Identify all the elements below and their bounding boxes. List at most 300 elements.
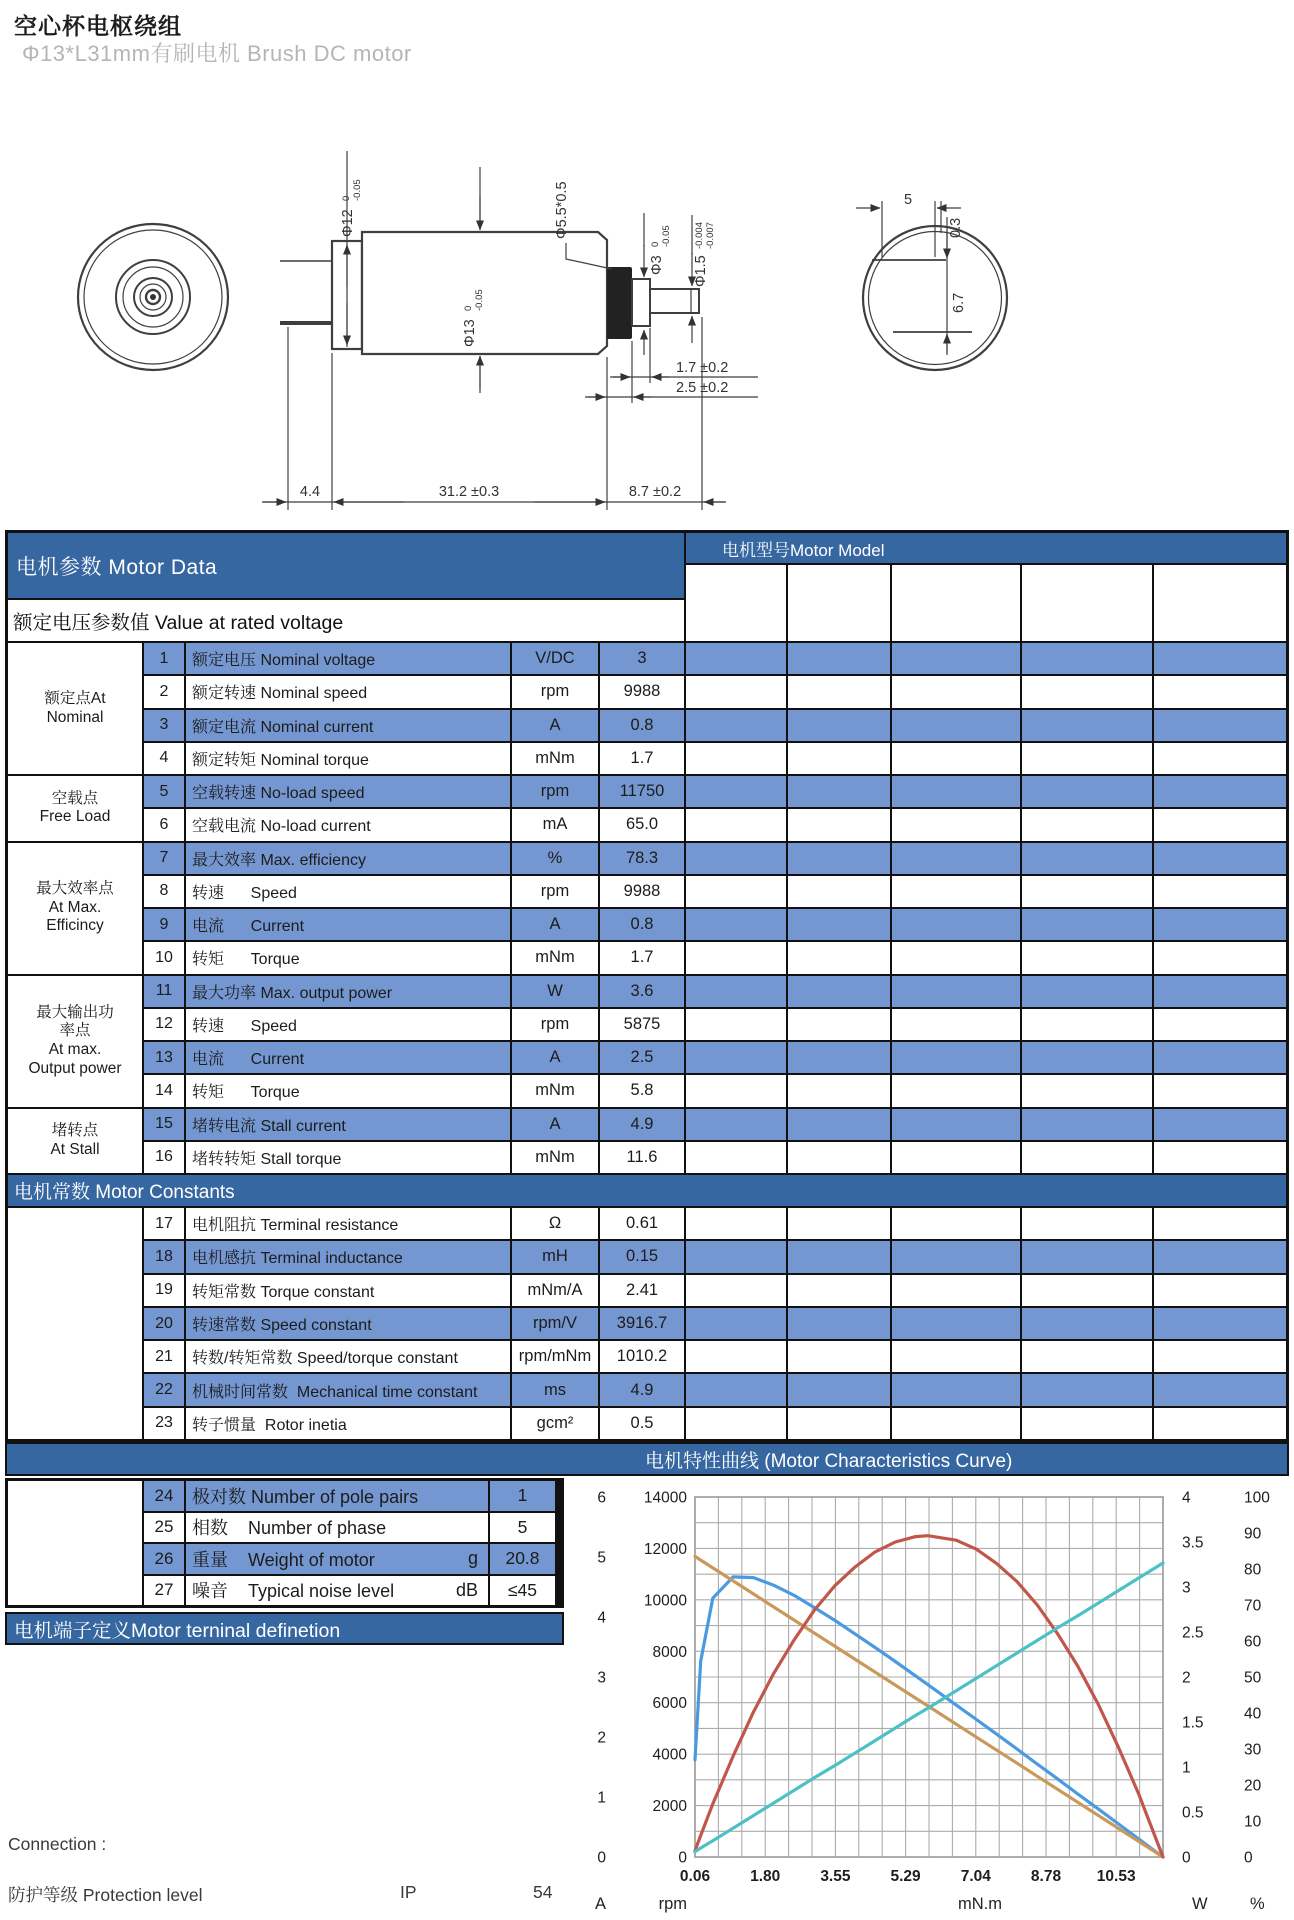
x-axis-tick: 10.53	[1096, 1868, 1136, 1885]
speed-axis-tick: 8000	[652, 1643, 687, 1661]
param-unit: rpm	[512, 676, 598, 707]
row-number: 5	[144, 776, 184, 807]
param-unit: mA	[512, 809, 598, 840]
model-value-cell	[1022, 909, 1152, 940]
protection-level-label: 防护等级 Protection level	[8, 1885, 203, 1905]
model-value-cell	[788, 1241, 890, 1272]
motor-data-header: 电机参数 Motor Data	[8, 533, 684, 598]
param-value: 11750	[600, 776, 684, 807]
param-name: 转子惯量 Rotor inetia	[186, 1408, 510, 1439]
model-value-cell	[1022, 676, 1152, 707]
model-value-cell	[892, 809, 1020, 840]
param-value: 11.6	[600, 1142, 684, 1173]
current-axis-tick: 0	[597, 1849, 606, 1867]
param-value: 0.61	[600, 1208, 684, 1239]
param-value: 0.8	[600, 909, 684, 940]
model-value-cell	[1022, 976, 1152, 1007]
group-label: 额定点At Nominal	[8, 643, 142, 774]
speed-axis-tick: 2000	[652, 1798, 687, 1816]
efficiency-axis-tick: 20	[1244, 1777, 1262, 1795]
param-name: 额定电压 Nominal voltage	[186, 643, 510, 674]
model-value-cell	[892, 1109, 1020, 1140]
param-unit: A	[512, 710, 598, 741]
model-value-cell	[788, 876, 890, 907]
model-value-cell	[892, 909, 1020, 940]
model-value-cell	[686, 743, 786, 774]
model-value-cell	[686, 1241, 786, 1272]
svg-text:-0.007: -0.007	[705, 222, 716, 249]
power-axis-tick: 1	[1182, 1759, 1191, 1777]
dimension-drawing	[0, 55, 1294, 525]
param-value: 2.41	[600, 1275, 684, 1306]
model-value-cell	[892, 1275, 1020, 1306]
model-value-cell	[892, 1374, 1020, 1405]
connection-label: Connection :	[8, 1834, 107, 1854]
model-value-cell	[1022, 1142, 1152, 1173]
power-axis-tick: 0.5	[1182, 1804, 1204, 1822]
model-value-cell	[686, 909, 786, 940]
model-value-cell	[892, 743, 1020, 774]
param-unit: mNm	[512, 743, 598, 774]
model-value-cell	[1154, 942, 1286, 973]
model-value-cell	[686, 942, 786, 973]
param-unit: W	[512, 976, 598, 1007]
rated-voltage-header: 额定电压参数值 Value at rated voltage	[8, 600, 684, 641]
model-value-cell	[1022, 1208, 1152, 1239]
efficiency-axis-tick: 0	[1244, 1849, 1253, 1867]
row-number: 6	[144, 809, 184, 840]
dim-4-4: 4.4	[299, 484, 321, 500]
model-value-cell	[892, 1009, 1020, 1040]
end-view	[78, 224, 228, 370]
row-number: 8	[144, 876, 184, 907]
power-axis-tick: 0	[1182, 1849, 1191, 1867]
model-value-cell	[892, 1208, 1020, 1239]
model-value-cell	[1154, 1374, 1286, 1405]
param-value: 2.5	[600, 1042, 684, 1073]
svg-text:0: 0	[650, 241, 661, 247]
model-value-cell	[1154, 676, 1286, 707]
row-number: 14	[144, 1075, 184, 1106]
curve-banner: 电机特性曲线 (Motor Characteristics Curve)	[5, 1442, 1289, 1476]
param-value: 0.15	[600, 1241, 684, 1272]
model-value-cell	[1154, 1075, 1286, 1106]
model-value-cell	[1022, 1308, 1152, 1339]
param-unit: %	[512, 843, 598, 874]
model-name-cell	[1022, 565, 1152, 641]
row-number: 17	[144, 1208, 184, 1239]
model-value-cell	[788, 809, 890, 840]
model-value-cell	[1154, 1241, 1286, 1272]
param-name: 最大效率 Max. efficiency	[186, 843, 510, 874]
model-value-cell	[788, 710, 890, 741]
model-value-cell	[1022, 1042, 1152, 1073]
speed-axis-tick: 10000	[643, 1592, 687, 1610]
dim-dia3: Φ3	[649, 255, 665, 275]
param-name: 电机阻抗 Terminal resistance	[186, 1208, 510, 1239]
current-axis-tick: 4	[597, 1609, 606, 1627]
row-number: 11	[144, 976, 184, 1007]
dim-2-5: 2.5 ±0.2	[676, 380, 729, 396]
model-value-cell	[788, 1374, 890, 1405]
row-number: 12	[144, 1009, 184, 1040]
param-unit: rpm	[512, 876, 598, 907]
model-value-cell	[1154, 1308, 1286, 1339]
model-value-cell	[892, 776, 1020, 807]
model-value-cell	[1022, 809, 1152, 840]
param-value: 1010.2	[600, 1341, 684, 1372]
param-unit: mNm	[512, 942, 598, 973]
model-value-cell	[686, 710, 786, 741]
row-number: 20	[144, 1308, 184, 1339]
motor-constants-banner: 电机常数 Motor Constants	[8, 1175, 1286, 1206]
row-number: 7	[144, 843, 184, 874]
param-name: 电流 Current	[186, 909, 510, 940]
param-value: 20.8	[490, 1544, 555, 1574]
model-value-cell	[788, 1009, 890, 1040]
dim-dia12: Φ12	[340, 209, 356, 237]
param-unit: mNm	[512, 1075, 598, 1106]
svg-text:0: 0	[341, 195, 352, 201]
param-name: 转矩 Torque	[186, 942, 510, 973]
model-value-cell	[892, 976, 1020, 1007]
param-unit: Ω	[512, 1208, 598, 1239]
model-value-cell	[1022, 1241, 1152, 1272]
param-value: 1.7	[600, 743, 684, 774]
current-axis-tick: 2	[597, 1729, 606, 1747]
model-value-cell	[788, 1308, 890, 1339]
row-number: 18	[144, 1241, 184, 1272]
model-value-cell	[1154, 1408, 1286, 1439]
param-name: 转速 Speed	[186, 1009, 510, 1040]
model-value-cell	[686, 876, 786, 907]
x-axis-tick: 8.78	[1030, 1868, 1062, 1885]
model-value-cell	[1022, 1341, 1152, 1372]
row-number: 1	[144, 643, 184, 674]
efficiency-axis-tick: 30	[1244, 1741, 1262, 1759]
row-number: 9	[144, 909, 184, 940]
param-value: 5	[490, 1513, 555, 1543]
row-number: 23	[144, 1408, 184, 1439]
torque-axis-unit: mN.m	[958, 1895, 1002, 1913]
model-value-cell	[1022, 710, 1152, 741]
param-unit: rpm	[512, 776, 598, 807]
row-number: 10	[144, 942, 184, 973]
efficiency-axis-tick: 100	[1244, 1489, 1270, 1507]
model-value-cell	[892, 1075, 1020, 1106]
model-value-cell	[686, 1408, 786, 1439]
model-value-cell	[1154, 1341, 1286, 1372]
svg-text:-0.05: -0.05	[661, 225, 672, 247]
model-value-cell	[686, 643, 786, 674]
model-value-cell	[892, 843, 1020, 874]
dim-5: 5	[903, 192, 913, 208]
dim-dia13: Φ13	[462, 319, 478, 347]
model-value-cell	[686, 843, 786, 874]
model-value-cell	[686, 676, 786, 707]
model-value-cell	[686, 1341, 786, 1372]
efficiency-axis-tick: 50	[1244, 1669, 1262, 1687]
model-value-cell	[686, 1275, 786, 1306]
model-value-cell	[788, 843, 890, 874]
model-name-cell	[892, 565, 1020, 641]
model-value-cell	[892, 876, 1020, 907]
model-value-cell	[788, 1109, 890, 1140]
efficiency-axis-tick: 40	[1244, 1705, 1262, 1723]
model-value-cell	[1022, 1075, 1152, 1106]
param-name: 电流 Current	[186, 1042, 510, 1073]
model-value-cell	[686, 976, 786, 1007]
efficiency-axis-tick: 80	[1244, 1561, 1262, 1579]
model-value-cell	[1022, 776, 1152, 807]
model-value-cell	[892, 1042, 1020, 1073]
row-number: 25	[144, 1513, 184, 1543]
motor-data-table	[5, 530, 1289, 1442]
param-value: 4.9	[600, 1109, 684, 1140]
model-value-cell	[1154, 643, 1286, 674]
param-value: ≤45	[490, 1576, 555, 1606]
param-unit: mH	[512, 1241, 598, 1272]
model-value-cell	[1022, 843, 1152, 874]
power-axis-tick: 2.5	[1182, 1624, 1204, 1642]
x-axis-tick: 0.06	[679, 1868, 711, 1885]
model-value-cell	[788, 1142, 890, 1173]
power-axis-tick: 2	[1182, 1669, 1191, 1687]
model-name-cell	[1154, 565, 1286, 641]
row-number: 3	[144, 710, 184, 741]
row-number: 21	[144, 1341, 184, 1372]
model-value-cell	[686, 809, 786, 840]
brush-block	[607, 267, 632, 339]
model-value-cell	[686, 1308, 786, 1339]
model-value-cell	[788, 1075, 890, 1106]
param-name: 堵转电流 Stall current	[186, 1109, 510, 1140]
svg-text:-0.05: -0.05	[474, 289, 485, 311]
param-unit: mNm/A	[512, 1275, 598, 1306]
model-value-cell	[686, 1042, 786, 1073]
model-value-cell	[686, 1109, 786, 1140]
model-value-cell	[1022, 876, 1152, 907]
param-value: 65.0	[600, 809, 684, 840]
x-axis-tick: 3.55	[820, 1868, 851, 1885]
param-value: 4.9	[600, 1374, 684, 1405]
model-value-cell	[788, 1208, 890, 1239]
param-value: 5.8	[600, 1075, 684, 1106]
dim-1-7: 1.7 ±0.2	[676, 360, 729, 376]
row-number: 22	[144, 1374, 184, 1405]
param-name: 转矩 Torque	[186, 1075, 510, 1106]
row-number: 4	[144, 743, 184, 774]
row-number: 26	[144, 1544, 184, 1574]
efficiency-axis-unit: %	[1250, 1895, 1265, 1913]
current-axis-unit: A	[594, 1895, 606, 1913]
model-value-cell	[788, 1275, 890, 1306]
svg-text:-0.004: -0.004	[694, 222, 705, 249]
efficiency-axis-tick: 60	[1244, 1633, 1262, 1651]
group-label-empty	[8, 1481, 142, 1605]
param-value: 0.8	[600, 710, 684, 741]
model-value-cell	[1154, 876, 1286, 907]
model-value-cell	[686, 1374, 786, 1405]
speed-axis-tick: 6000	[652, 1695, 687, 1713]
speed-axis-tick: 0	[678, 1849, 687, 1867]
model-value-cell	[892, 643, 1020, 674]
row-number: 15	[144, 1109, 184, 1140]
power-axis-tick: 3.5	[1182, 1534, 1204, 1552]
x-axis-tick: 1.80	[750, 1868, 781, 1885]
group-label: 最大输出功 率点 At max. Output power	[8, 976, 142, 1107]
row-number: 19	[144, 1275, 184, 1306]
group-label	[8, 1208, 142, 1439]
power-axis-tick: 3	[1182, 1579, 1191, 1597]
model-value-cell	[788, 1042, 890, 1073]
svg-text:-0.05: -0.05	[352, 179, 363, 201]
param-value: 3	[600, 643, 684, 674]
model-value-cell	[686, 776, 786, 807]
param-name: 电机感抗 Terminal inductance	[186, 1241, 510, 1272]
param-unit: gcm²	[512, 1408, 598, 1439]
model-value-cell	[892, 1341, 1020, 1372]
model-value-cell	[1022, 643, 1152, 674]
model-value-cell	[892, 1408, 1020, 1439]
model-value-cell	[788, 976, 890, 1007]
model-value-cell	[892, 942, 1020, 973]
model-value-cell	[1154, 1109, 1286, 1140]
param-unit: V/DC	[512, 643, 598, 674]
model-value-cell	[788, 643, 890, 674]
model-value-cell	[1022, 1408, 1152, 1439]
param-name: 转数/转矩常数 Speed/torque constant	[186, 1341, 510, 1372]
dim-dia5-5: Φ5.5*0.5	[554, 181, 570, 239]
group-label: 最大效率点 At Max. Efficincy	[8, 843, 142, 974]
param-value: 78.3	[600, 843, 684, 874]
model-value-cell	[1154, 809, 1286, 840]
current-axis-tick: 1	[597, 1789, 606, 1807]
row-number: 16	[144, 1142, 184, 1173]
model-value-cell	[788, 676, 890, 707]
model-name-cell	[686, 565, 786, 641]
model-value-cell	[788, 776, 890, 807]
model-value-cell	[1154, 1275, 1286, 1306]
efficiency-axis-tick: 10	[1244, 1813, 1262, 1831]
x-axis-tick: 7.04	[960, 1868, 991, 1885]
current-axis-tick: 3	[597, 1669, 606, 1687]
efficiency-axis-tick: 70	[1244, 1597, 1262, 1615]
model-value-cell	[686, 1142, 786, 1173]
dim-0-3: 0.3	[948, 217, 964, 238]
power-axis-tick: 4	[1182, 1489, 1191, 1507]
model-value-cell	[1022, 1275, 1152, 1306]
model-value-cell	[788, 909, 890, 940]
power-axis-tick: 1.5	[1182, 1714, 1204, 1732]
model-value-cell	[788, 1341, 890, 1372]
current-axis-tick: 5	[597, 1549, 606, 1567]
row-number: 24	[144, 1481, 184, 1511]
model-value-cell	[686, 1009, 786, 1040]
param-unit: A	[512, 909, 598, 940]
model-value-cell	[892, 676, 1020, 707]
svg-text:0: 0	[463, 305, 474, 311]
param-name: 转速常数 Speed constant	[186, 1308, 510, 1339]
model-value-cell	[1022, 1109, 1152, 1140]
param-value: 5875	[600, 1009, 684, 1040]
param-name: 极对数 Number of pole pairs	[186, 1481, 488, 1511]
param-name: 空载电流 No-load current	[186, 809, 510, 840]
param-value: 3916.7	[600, 1308, 684, 1339]
characteristics-chart	[560, 1482, 1294, 1920]
motor-model-header: 电机型号Motor Model	[686, 533, 1286, 563]
param-unit: A	[512, 1042, 598, 1073]
protection-prefix: IP	[400, 1882, 417, 1902]
current-axis-tick: 6	[597, 1489, 606, 1507]
model-value-cell	[1154, 909, 1286, 940]
model-value-cell	[892, 710, 1020, 741]
model-value-cell	[1154, 743, 1286, 774]
page-subtitle: Φ13*L31mm有刷电机 Brush DC motor	[22, 41, 412, 66]
param-unit: A	[512, 1109, 598, 1140]
speed-axis-tick: 12000	[643, 1540, 687, 1558]
param-name: 转速 Speed	[186, 876, 510, 907]
param-value: 9988	[600, 676, 684, 707]
param-name: 噪音 Typical noise level dB	[186, 1576, 488, 1606]
model-value-cell	[1154, 1042, 1286, 1073]
row-number: 2	[144, 676, 184, 707]
x-axis-tick: 5.29	[890, 1868, 921, 1885]
param-unit: mNm	[512, 1142, 598, 1173]
model-value-cell	[1154, 710, 1286, 741]
param-name: 额定转矩 Nominal torque	[186, 743, 510, 774]
param-value: 9988	[600, 876, 684, 907]
param-unit: ms	[512, 1374, 598, 1405]
model-value-cell	[1022, 1009, 1152, 1040]
power-axis-unit: W	[1192, 1895, 1208, 1913]
model-value-cell	[788, 942, 890, 973]
param-name: 额定转速 Nominal speed	[186, 676, 510, 707]
param-value: 1.7	[600, 942, 684, 973]
param-unit: rpm/V	[512, 1308, 598, 1339]
dim-6-7: 6.7	[951, 292, 967, 313]
model-value-cell	[1022, 942, 1152, 973]
model-value-cell	[686, 1075, 786, 1106]
speed-axis-tick: 4000	[652, 1746, 687, 1764]
param-name: 转矩常数 Torque constant	[186, 1275, 510, 1306]
param-unit: rpm/mNm	[512, 1341, 598, 1372]
model-value-cell	[686, 1208, 786, 1239]
dim-dia1-5: Φ1.5	[693, 255, 709, 287]
model-value-cell	[892, 1142, 1020, 1173]
dim-8-7: 8.7 ±0.2	[628, 484, 682, 500]
model-value-cell	[1154, 1009, 1286, 1040]
param-name: 机械时间常数 Mechanical time constant	[186, 1374, 510, 1405]
side-view	[280, 232, 699, 354]
model-value-cell	[1022, 1374, 1152, 1405]
param-name: 重量 Weight of motor g	[186, 1544, 488, 1574]
param-name: 堵转转矩 Stall torque	[186, 1142, 510, 1173]
terminal-definition-banner: 电机端子定义Motor terninal definetion	[5, 1612, 564, 1645]
param-unit: rpm	[512, 1009, 598, 1040]
model-value-cell	[892, 1241, 1020, 1272]
param-name: 相数 Number of phase	[186, 1513, 488, 1543]
dim-31-2: 31.2 ±0.3	[438, 484, 500, 500]
param-name: 额定电流 Nominal current	[186, 710, 510, 741]
extra-parameter-table	[5, 1478, 564, 1608]
model-value-cell	[788, 743, 890, 774]
param-value: 3.6	[600, 976, 684, 1007]
model-name-cell	[788, 565, 890, 641]
param-value: 0.5	[600, 1408, 684, 1439]
model-value-cell	[892, 1308, 1020, 1339]
efficiency-axis-tick: 90	[1244, 1525, 1262, 1543]
